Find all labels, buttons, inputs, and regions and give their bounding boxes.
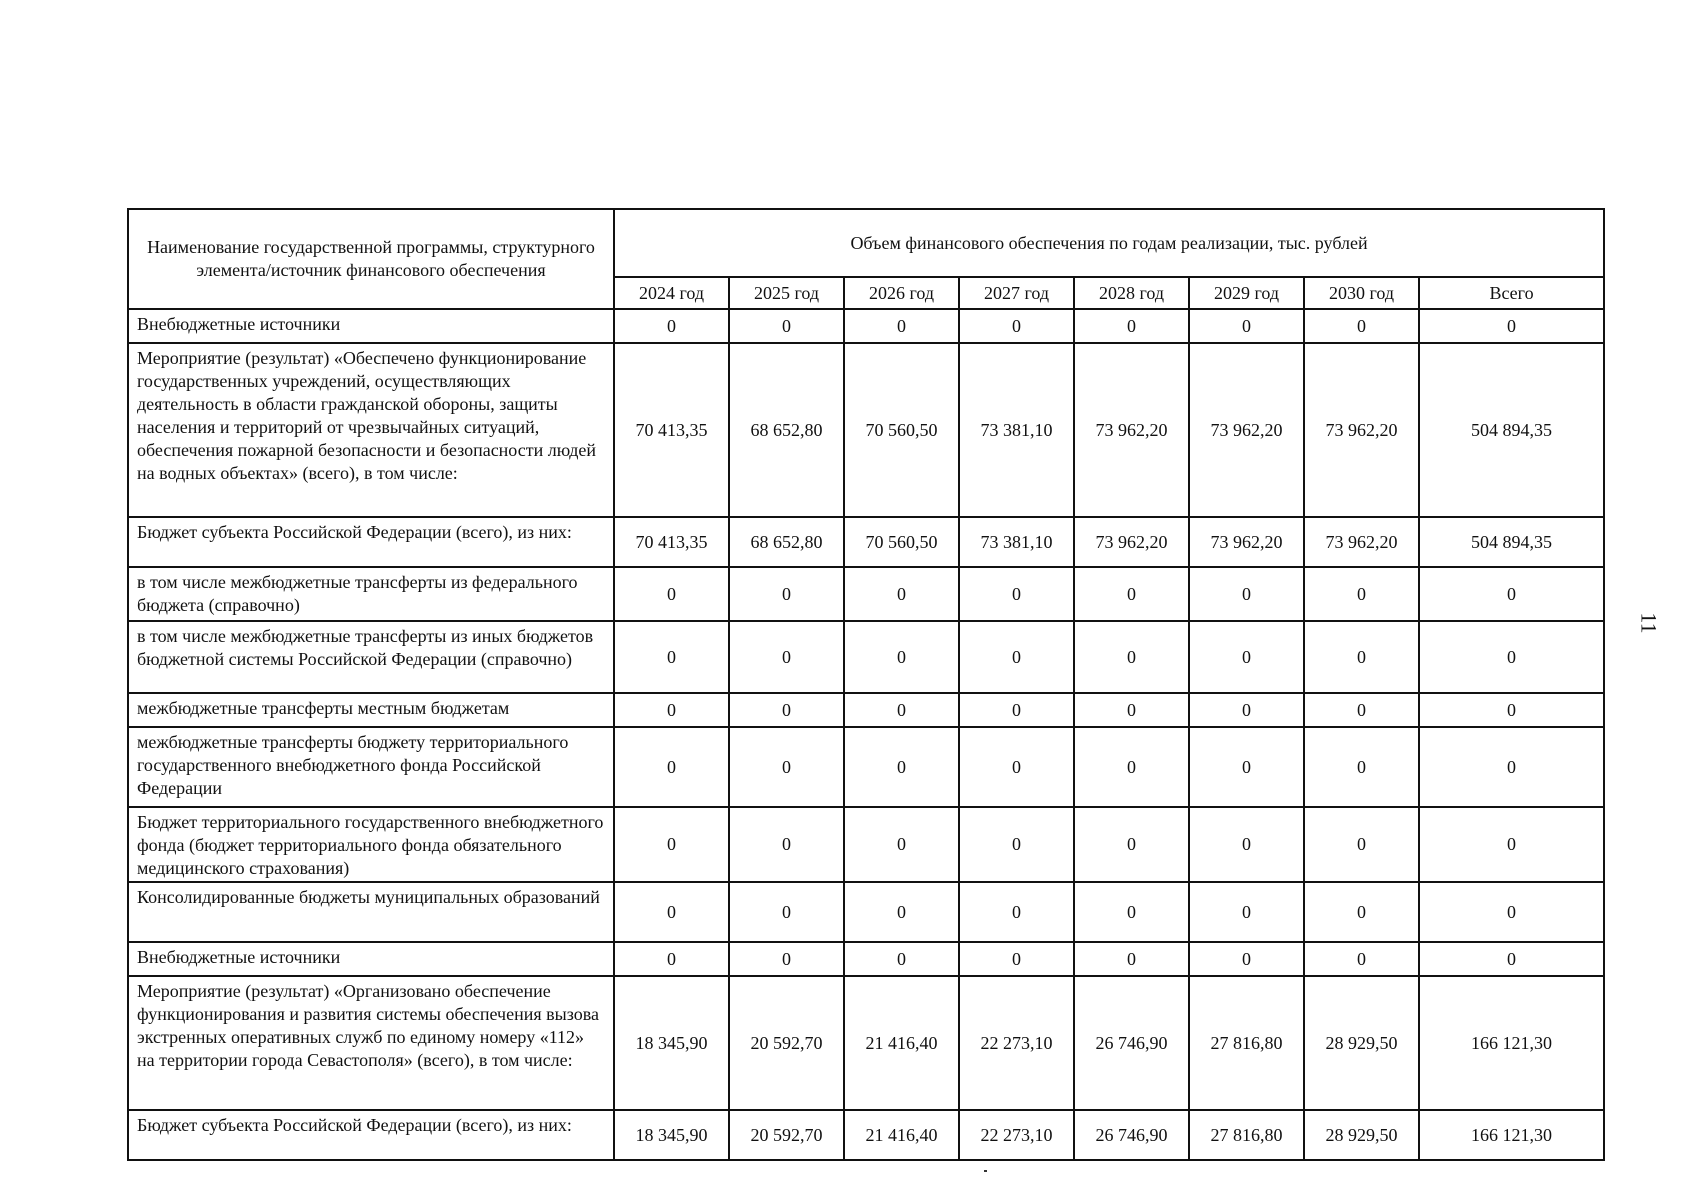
row-value-cell: 0 xyxy=(1074,942,1189,976)
row-value-cell: 0 xyxy=(959,567,1074,621)
row-value-cell: 0 xyxy=(1304,727,1419,807)
row-value-cell: 0 xyxy=(844,942,959,976)
row-value-cell: 22 273,10 xyxy=(959,1110,1074,1160)
row-value-cell: 0 xyxy=(1304,621,1419,693)
row-value-cell: 0 xyxy=(1304,567,1419,621)
row-value-cell: 20 592,70 xyxy=(729,1110,844,1160)
row-total-cell: 0 xyxy=(1419,942,1604,976)
row-value-cell: 27 816,80 xyxy=(1189,976,1304,1110)
row-value-cell: 0 xyxy=(1074,309,1189,343)
row-value-cell: 0 xyxy=(959,807,1074,882)
row-value-cell: 27 816,80 xyxy=(1189,1110,1304,1160)
row-value-cell: 0 xyxy=(844,727,959,807)
row-value-cell: 73 962,20 xyxy=(1189,517,1304,567)
row-value-cell: 0 xyxy=(614,567,729,621)
row-value-cell: 0 xyxy=(729,807,844,882)
row-value-cell: 0 xyxy=(614,309,729,343)
row-value-cell: 0 xyxy=(1074,727,1189,807)
row-value-cell: 73 962,20 xyxy=(1074,517,1189,567)
page-number: 11 xyxy=(1636,612,1662,634)
row-name-cell: Внебюджетные источники xyxy=(128,309,614,343)
row-total-cell: 0 xyxy=(1419,727,1604,807)
row-total-cell: 0 xyxy=(1419,621,1604,693)
row-name-cell: межбюджетные трансферты местным бюджетам xyxy=(128,693,614,727)
row-value-cell: 20 592,70 xyxy=(729,976,844,1110)
row-value-cell: 0 xyxy=(729,942,844,976)
row-value-cell: 0 xyxy=(1189,727,1304,807)
row-value-cell: 0 xyxy=(844,807,959,882)
row-value-cell: 0 xyxy=(1189,693,1304,727)
row-value-cell: 0 xyxy=(1304,807,1419,882)
financing-table xyxy=(127,208,1605,1161)
header-year-2027: 2027 год xyxy=(959,277,1074,309)
row-value-cell: 70 413,35 xyxy=(614,343,729,517)
row-total-cell: 504 894,35 xyxy=(1419,517,1604,567)
row-value-cell: 0 xyxy=(1304,942,1419,976)
row-value-cell: 0 xyxy=(614,807,729,882)
row-value-cell: 0 xyxy=(1304,882,1419,942)
row-value-cell: 26 746,90 xyxy=(1074,1110,1189,1160)
row-value-cell: 0 xyxy=(844,567,959,621)
row-value-cell: 0 xyxy=(614,621,729,693)
row-value-cell: 0 xyxy=(844,309,959,343)
row-value-cell: 21 416,40 xyxy=(844,1110,959,1160)
table-row xyxy=(128,343,1604,517)
row-value-cell: 28 929,50 xyxy=(1304,1110,1419,1160)
header-year-2025: 2025 год xyxy=(729,277,844,309)
row-value-cell: 26 746,90 xyxy=(1074,976,1189,1110)
row-name-cell: Консолидированные бюджеты муниципальных образований xyxy=(128,882,614,942)
row-value-cell: 0 xyxy=(614,882,729,942)
row-name-cell: Мероприятие (результат) «Обеспечено функционирование государственных учреждений, осуществляющих деятельность в области гражданской обороны, защиты населения и территорий от чрезвычайных ситуаций, обеспечения пожарной безопасности и безопасности людей на водных объектах» (всего), в том числе: xyxy=(128,343,614,517)
row-value-cell: 68 652,80 xyxy=(729,517,844,567)
table-body xyxy=(128,309,1604,1160)
row-value-cell: 0 xyxy=(729,693,844,727)
row-value-cell: 0 xyxy=(1189,567,1304,621)
header-year-2028: 2028 год xyxy=(1074,277,1189,309)
row-value-cell: 68 652,80 xyxy=(729,343,844,517)
row-value-cell: 0 xyxy=(729,309,844,343)
row-value-cell: 0 xyxy=(959,693,1074,727)
row-value-cell: 0 xyxy=(1074,567,1189,621)
row-value-cell: 0 xyxy=(1189,309,1304,343)
row-total-cell: 504 894,35 xyxy=(1419,343,1604,517)
table-row xyxy=(128,807,1604,882)
row-value-cell: 0 xyxy=(614,727,729,807)
row-value-cell: 21 416,40 xyxy=(844,976,959,1110)
table-row xyxy=(128,727,1604,807)
row-total-cell: 0 xyxy=(1419,882,1604,942)
row-value-cell: 0 xyxy=(1189,621,1304,693)
row-name-cell: Бюджет субъекта Российской Федерации (всего), из них: xyxy=(128,1110,614,1160)
table-row xyxy=(128,621,1604,693)
row-name-cell: межбюджетные трансферты бюджету территориального государственного внебюджетного фонда Российской Федерации xyxy=(128,727,614,807)
row-name-cell: Бюджет территориального государственного внебюджетного фонда (бюджет территориального фонда обязательного медицинского страхования) xyxy=(128,807,614,882)
row-value-cell: 0 xyxy=(729,882,844,942)
row-value-cell: 0 xyxy=(1074,807,1189,882)
row-value-cell: 0 xyxy=(1189,882,1304,942)
row-total-cell: 166 121,30 xyxy=(1419,1110,1604,1160)
row-value-cell: 0 xyxy=(1304,693,1419,727)
row-name-cell: в том числе межбюджетные трансферты из федерального бюджета (справочно) xyxy=(128,567,614,621)
row-name-cell: в том числе межбюджетные трансферты из иных бюджетов бюджетной системы Российской Федерации (справочно) xyxy=(128,621,614,693)
row-value-cell: 0 xyxy=(1074,693,1189,727)
row-value-cell: 0 xyxy=(1189,807,1304,882)
row-value-cell: 73 962,20 xyxy=(1304,517,1419,567)
row-value-cell: 22 273,10 xyxy=(959,976,1074,1110)
row-value-cell: 70 560,50 xyxy=(844,517,959,567)
row-name-cell: Внебюджетные источники xyxy=(128,942,614,976)
row-value-cell: 0 xyxy=(844,621,959,693)
table-row xyxy=(128,942,1604,976)
header-year-2024: 2024 год xyxy=(614,277,729,309)
row-value-cell: 70 413,35 xyxy=(614,517,729,567)
row-value-cell: 0 xyxy=(959,727,1074,807)
table-row xyxy=(128,693,1604,727)
header-volume-cell: Объем финансового обеспечения по годам реализации, тыс. рублей xyxy=(614,209,1604,277)
row-value-cell: 0 xyxy=(1074,621,1189,693)
table-row xyxy=(128,517,1604,567)
row-value-cell: 0 xyxy=(729,567,844,621)
row-value-cell: 73 381,10 xyxy=(959,343,1074,517)
table-row xyxy=(128,1110,1604,1160)
row-value-cell: 18 345,90 xyxy=(614,976,729,1110)
row-value-cell: 0 xyxy=(1189,942,1304,976)
row-value-cell: 73 962,20 xyxy=(1304,343,1419,517)
table-row xyxy=(128,567,1604,621)
row-total-cell: 0 xyxy=(1419,807,1604,882)
row-value-cell: 73 962,20 xyxy=(1074,343,1189,517)
row-value-cell: 0 xyxy=(614,942,729,976)
row-name-cell: Бюджет субъекта Российской Федерации (всего), из них: xyxy=(128,517,614,567)
table-row xyxy=(128,976,1604,1110)
row-value-cell: 0 xyxy=(959,309,1074,343)
header-year-2029: 2029 год xyxy=(1189,277,1304,309)
row-value-cell: 0 xyxy=(844,693,959,727)
row-total-cell: 0 xyxy=(1419,693,1604,727)
row-value-cell: 73 381,10 xyxy=(959,517,1074,567)
row-value-cell: 0 xyxy=(614,693,729,727)
row-value-cell: 0 xyxy=(729,621,844,693)
table-row xyxy=(128,882,1604,942)
row-value-cell: 28 929,50 xyxy=(1304,976,1419,1110)
header-year-2026: 2026 год xyxy=(844,277,959,309)
row-value-cell: 18 345,90 xyxy=(614,1110,729,1160)
row-value-cell: 0 xyxy=(959,621,1074,693)
row-name-cell: Мероприятие (результат) «Организовано обеспечение функционирования и развития системы обеспечения вызова экстренных оперативных служб по единому номеру «112» на территории города Севастополя» (всего), в том числе: xyxy=(128,976,614,1110)
row-total-cell: 166 121,30 xyxy=(1419,976,1604,1110)
header-total: Всего xyxy=(1419,277,1604,309)
row-value-cell: 70 560,50 xyxy=(844,343,959,517)
scan-speck xyxy=(984,1170,987,1172)
row-value-cell: 0 xyxy=(1304,309,1419,343)
row-value-cell: 73 962,20 xyxy=(1189,343,1304,517)
row-value-cell: 0 xyxy=(959,942,1074,976)
row-value-cell: 0 xyxy=(1074,882,1189,942)
row-total-cell: 0 xyxy=(1419,309,1604,343)
row-value-cell: 0 xyxy=(959,882,1074,942)
row-value-cell: 0 xyxy=(729,727,844,807)
table-row xyxy=(128,309,1604,343)
header-year-2030: 2030 год xyxy=(1304,277,1419,309)
row-value-cell: 0 xyxy=(844,882,959,942)
header-name-cell: Наименование государственной программы, структурного элемента/источник финансового обеспечения xyxy=(128,209,614,309)
row-total-cell: 0 xyxy=(1419,567,1604,621)
